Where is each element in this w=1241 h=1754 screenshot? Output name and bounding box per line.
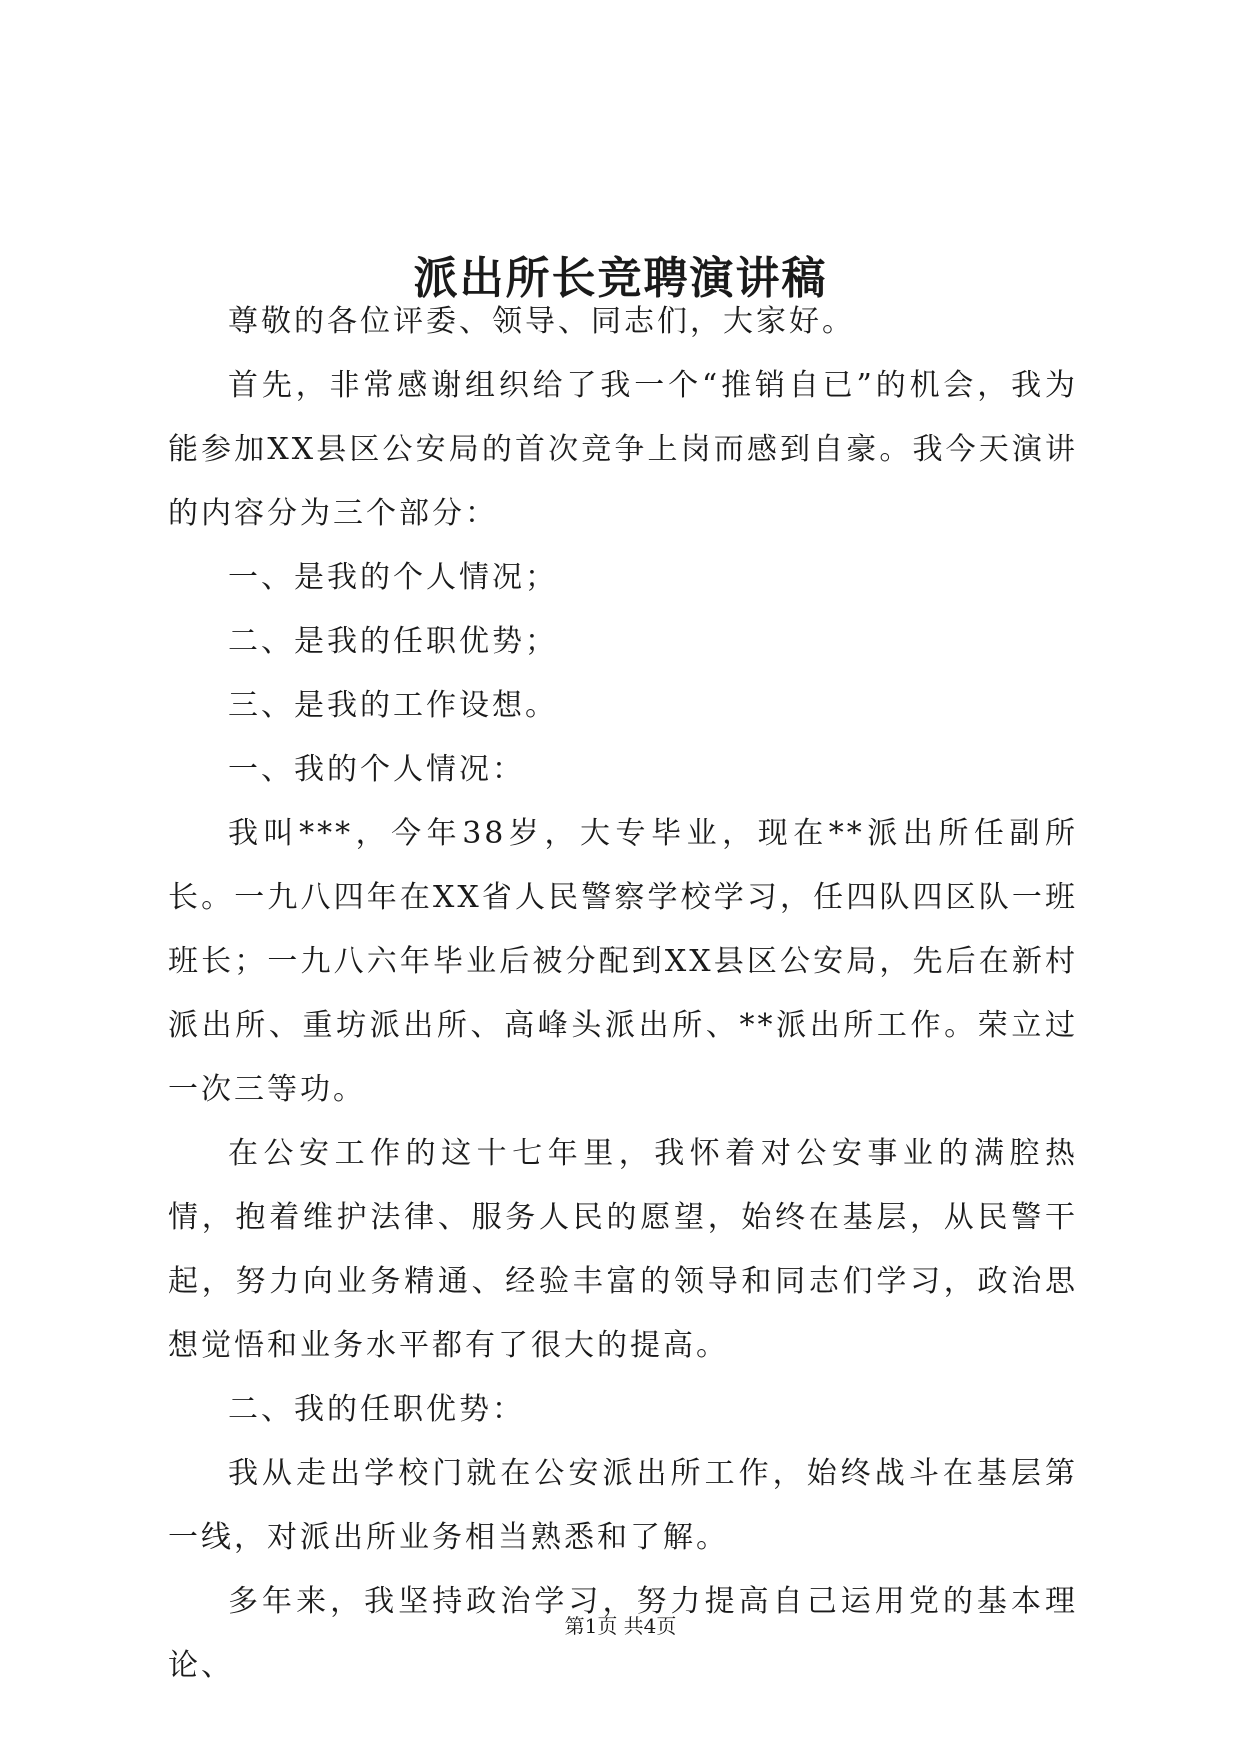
- paragraph: 尊敬的各位评委、领导、同志们，大家好。: [228, 304, 855, 339]
- paragraph: 在公安工作的这十七年里，我怀着对公安事业的满腔热情，抱着维护法律、服务人民的愿望，始终在基层，从民警干起，努力向业务精通、经验丰富的领导和同志们学习，政治思想觉悟和业务水平都有了很大的提高。: [168, 1136, 1078, 1363]
- page-footer: 第1页 共4页: [564, 1614, 677, 1638]
- paragraph: 我从走出学校门就在公安派出所工作，始终战斗在基层第一线，对派出所业务相当熟悉和了解。: [168, 1456, 1078, 1555]
- paragraph: 三、是我的工作设想。: [228, 688, 558, 723]
- paragraph: 一、是我的个人情况；: [228, 560, 558, 595]
- section-heading: 一、我的个人情况：: [228, 752, 525, 787]
- document-body: [168, 290, 1078, 1698]
- paragraph: 我叫***，今年38岁，大专毕业，现在**派出所任副所长。一九八四年在XX省人民警察学校学习，任四队四区队一班班长；一九八六年毕业后被分配到XX县区公安局，先后在新村派出所、重坊派出所、高峰头派出所、**派出所工作。荣立过一次三等功。: [168, 816, 1078, 1107]
- paragraph: 多年来，我坚持政治学习，努力提高自己运用党的基本理论、: [168, 1584, 1078, 1683]
- document-title: 派出所长竞聘演讲稿: [413, 253, 828, 305]
- paragraph: 首先，非常感谢组织给了我一个“推销自已”的机会，我为能参加XX县区公安局的首次竞争上岗而感到自豪。我今天演讲的内容分为三个部分：: [168, 368, 1078, 531]
- section-heading: 二、我的任职优势：: [228, 1392, 525, 1427]
- paragraph: 二、是我的任职优势；: [228, 624, 558, 659]
